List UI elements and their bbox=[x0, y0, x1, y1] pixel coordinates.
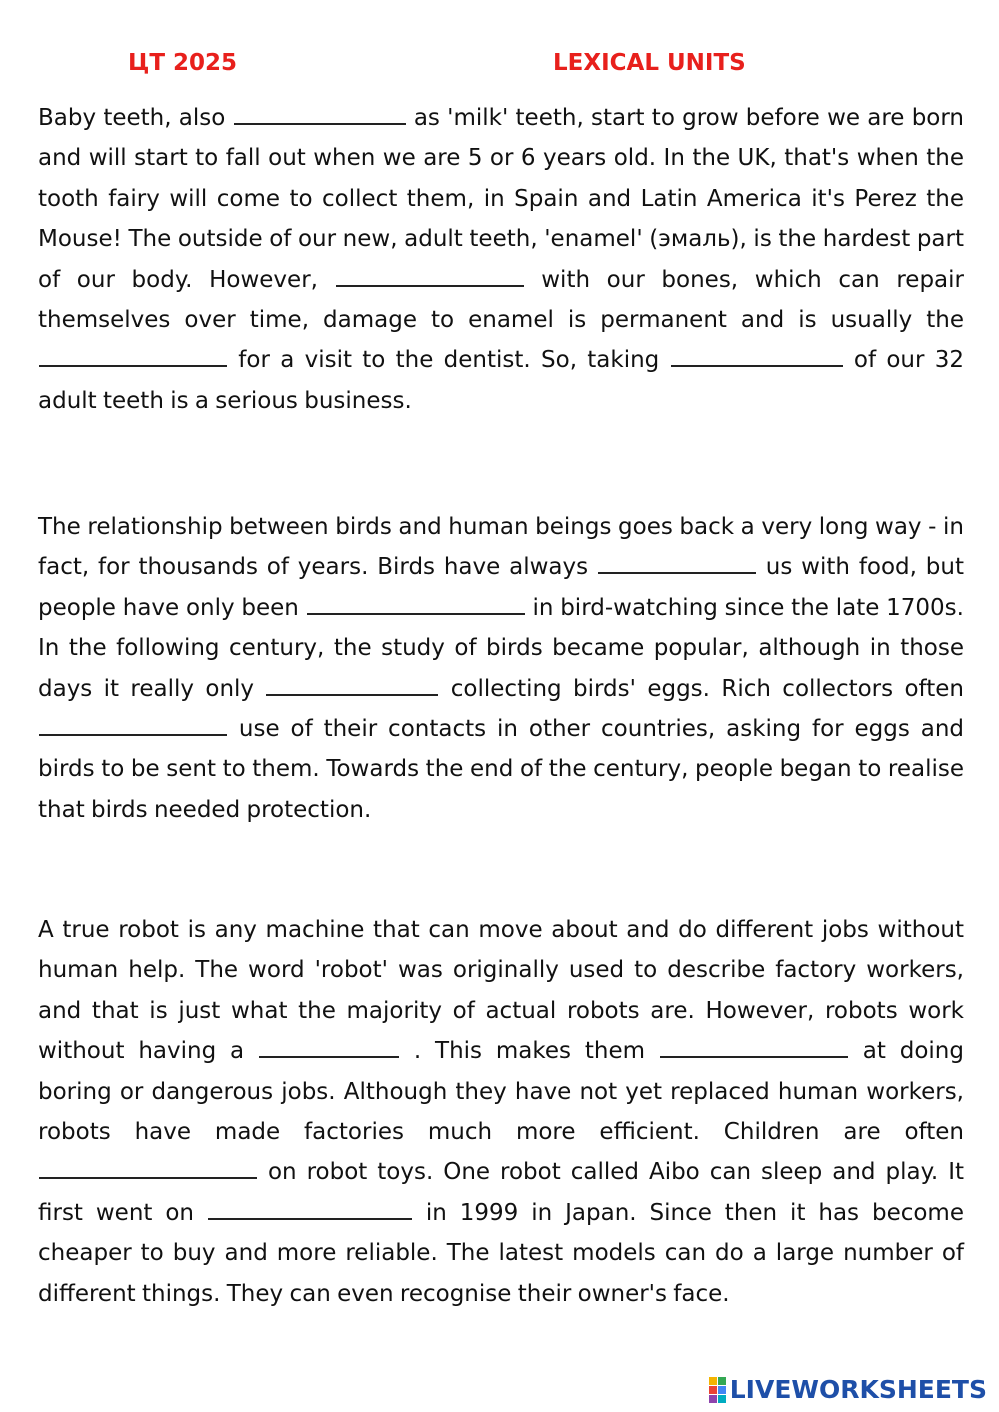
logo-square bbox=[718, 1386, 726, 1394]
logo-square bbox=[718, 1395, 726, 1403]
gap-input-10[interactable] bbox=[660, 1038, 848, 1058]
logo-square bbox=[709, 1386, 717, 1394]
text-segment: A true robot is any machine that can move about and do different jobs without human help. The word 'robot' was originally used to describe factory workers, and that is just what the majority of actual robots are. However, robots work without having a bbox=[38, 917, 964, 1065]
gap-input-5[interactable] bbox=[598, 554, 756, 574]
text-segment: of our 32 adult teeth is a serious business. bbox=[38, 347, 964, 414]
text-segment: as 'milk' teeth, start to grow before we are born and will start to fall out when we are 5 or 6 years old. In the UK, that's when the tooth fairy will come to collect them, in Spain and Latin America it's Perez the Mouse! The outside of our new, adult teeth, 'enamel' (эмаль), is the hardest part of our body. However, bbox=[38, 105, 965, 293]
section-title: LEXICAL UNITS bbox=[553, 50, 746, 76]
paragraph-birds bbox=[38, 507, 964, 830]
text-segment: in 1999 in Japan. Since then it has become cheaper to buy and more reliable. The latest models can do a large number of different things. They can even recognise their owner's face. bbox=[38, 1199, 964, 1307]
text-segment: on robot toys. One robot called Aibo can sleep and play. It first went on bbox=[38, 1159, 964, 1226]
logo-text: LIVEWORKSHEETS bbox=[729, 1375, 987, 1404]
text-segment: use of their contacts in other countries, asking for eggs and birds to be sent to them. Towards the end of the century, people began to realise that birds needed protection. bbox=[38, 716, 964, 823]
text-segment: collecting birds' eggs. Rich collectors often bbox=[439, 675, 964, 702]
text-segment: Baby teeth, also bbox=[38, 105, 233, 131]
text-segment: . This makes them bbox=[400, 1038, 659, 1065]
gap-input-6[interactable] bbox=[307, 595, 525, 615]
worksheet-header bbox=[0, 50, 999, 84]
paragraph-robots bbox=[38, 910, 964, 1314]
text-segment: at doing boring or dangerous jobs. Although they have not yet replaced human workers, robots have made factories much more efficient. Children are often bbox=[38, 1038, 964, 1146]
text-segment: The relationship between birds and human beings goes back a very long way - in fact, for thousands of years. Birds have always bbox=[38, 514, 964, 581]
liveworksheets-logo bbox=[709, 1375, 987, 1404]
gap-input-7[interactable] bbox=[266, 676, 438, 696]
gap-input-11[interactable] bbox=[39, 1159, 257, 1179]
gap-input-2[interactable] bbox=[336, 267, 524, 287]
gap-input-8[interactable] bbox=[39, 716, 227, 736]
text-segment: with our bones, which can repair themselves over time, damage to enamel is permanent and is usually the bbox=[38, 266, 964, 334]
logo-icon bbox=[709, 1377, 726, 1403]
gap-input-1[interactable] bbox=[234, 105, 406, 125]
text-segment: for a visit to the dentist. So, taking bbox=[228, 347, 670, 374]
logo-square bbox=[709, 1377, 717, 1385]
gap-input-9[interactable] bbox=[259, 1038, 399, 1058]
paragraph-baby-teeth bbox=[38, 98, 964, 421]
gap-input-4[interactable] bbox=[671, 347, 843, 367]
text-segment: us with food, but people have only been bbox=[38, 554, 964, 621]
text-segment: in bird-watching since the late 1700s. In the following century, the study of birds became popular, although in those days it really only bbox=[38, 594, 964, 702]
gap-input-12[interactable] bbox=[208, 1200, 412, 1220]
logo-square bbox=[718, 1377, 726, 1385]
test-title: ЦТ 2025 bbox=[128, 50, 238, 76]
gap-input-3[interactable] bbox=[39, 347, 227, 367]
logo-square bbox=[709, 1395, 717, 1403]
